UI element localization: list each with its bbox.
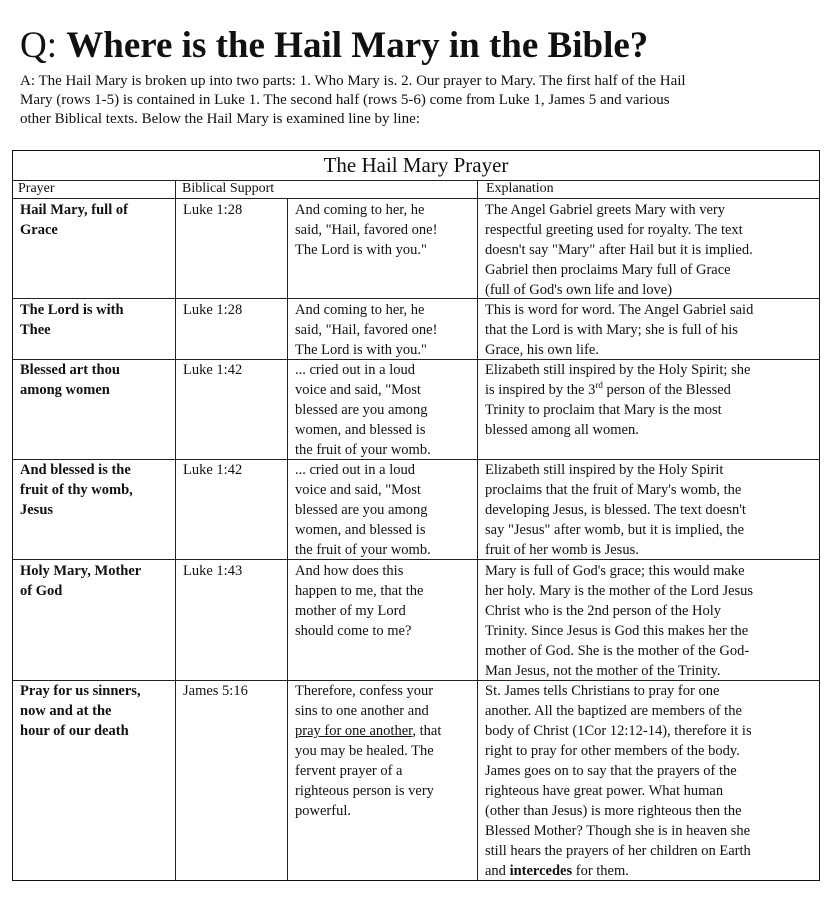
table-divider xyxy=(477,180,478,880)
explanation-line: still hears the prayers of her children on Earth xyxy=(485,843,751,859)
explanation-line: (full of God's own life and love) xyxy=(485,282,673,298)
table-border xyxy=(819,150,820,881)
explanation-line: Gabriel then proclaims Mary full of Grace xyxy=(485,262,731,278)
quote-line: And how does this xyxy=(295,563,404,579)
table-divider xyxy=(175,180,176,880)
explanation-line: The Angel Gabriel greets Mary with very xyxy=(485,202,725,218)
quote-line: The Lord is with you." xyxy=(295,242,427,258)
quote-line: happen to me, that the xyxy=(295,583,424,599)
table-row-prayer xyxy=(20,360,120,400)
table-row-prayer xyxy=(20,561,141,601)
quote-text: , that xyxy=(412,723,442,739)
explanation-line: that the Lord is with Mary; she is full of his xyxy=(485,322,738,338)
table-row-prayer xyxy=(20,300,124,340)
table-row-explanation xyxy=(485,360,750,440)
explanation-line: righteous have great power. What human xyxy=(485,783,724,799)
quote-line: said, "Hail, favored one! xyxy=(295,222,438,238)
explanation-line: Trinity. Since Jesus is God this makes her the xyxy=(485,623,749,639)
column-header-prayer: Prayer xyxy=(18,181,55,196)
explanation-line: right to pray for other members of the body. xyxy=(485,743,740,759)
quote-line: the fruit of your womb. xyxy=(295,542,431,558)
quote-line: ... cried out in a loud xyxy=(295,462,416,478)
table-row-quote xyxy=(295,300,437,360)
table-row-quote xyxy=(295,681,441,821)
table-row-explanation xyxy=(485,561,753,681)
explanation-line: Christ who is the 2nd person of the Holy xyxy=(485,603,722,619)
explanation-line: (other than Jesus) is more righteous then the xyxy=(485,803,742,819)
quote-line: the fruit of your womb. xyxy=(295,442,431,458)
intro-line: Mary (rows 1-5) is contained in Luke 1. The second half (rows 5-6) come from Luke 1, James 5 and various xyxy=(20,92,670,108)
explanation-line: This is word for word. The Angel Gabriel said xyxy=(485,302,754,318)
quote-line: Therefore, confess your xyxy=(295,683,434,699)
explanation-line: blessed among all women. xyxy=(485,422,639,438)
table-title: The Hail Mary Prayer xyxy=(323,153,509,177)
explanation-line: developing Jesus, is blessed. The text doesn't xyxy=(485,502,746,518)
quote-line: should come to me? xyxy=(295,623,412,639)
table-row-explanation xyxy=(485,200,753,300)
explanation-line: Elizabeth still inspired by the Holy Spirit; she xyxy=(485,362,751,378)
explanation-line: body of Christ (1Cor 12:12-14), therefore it is xyxy=(485,723,752,739)
quote-line: righteous person is very xyxy=(295,783,434,799)
quote-line: voice and said, "Most xyxy=(295,482,421,498)
table-row-explanation xyxy=(485,460,746,560)
prayer-line: The Lord is with xyxy=(20,302,124,318)
explanation-line: James goes on to say that the prayers of the xyxy=(485,763,737,779)
table-row-quote xyxy=(295,561,423,641)
explanation-line: respectful greeting used for royalty. The text xyxy=(485,222,743,238)
explanation-line: fruit of her womb is Jesus. xyxy=(485,542,639,558)
table-row-prayer xyxy=(20,460,133,520)
explanation-line: proclaims that the fruit of Mary's womb, the xyxy=(485,482,742,498)
quote-line: you may be healed. The xyxy=(295,743,434,759)
quote-line xyxy=(295,721,441,741)
explanation-line: doesn't say "Mary" after Hail but it is implied. xyxy=(485,242,753,258)
explanation-text: person of the Blessed xyxy=(602,382,731,398)
underlined-text: pray for one another xyxy=(295,723,413,739)
intro-line: A: The Hail Mary is broken up into two parts: 1. Who Mary is. 2. Our prayer to Mary. The first half of the Hail xyxy=(20,73,686,89)
prayer-line: hour of our death xyxy=(20,723,129,739)
prayer-line: Holy Mary, Mother xyxy=(20,563,142,579)
prayer-line: Thee xyxy=(20,322,51,338)
table-row-prayer xyxy=(20,681,141,741)
quote-line: mother of my Lord xyxy=(295,603,406,619)
prayer-line: Blessed art thou xyxy=(20,362,120,378)
prayer-line: Jesus xyxy=(20,502,54,518)
table-row-quote xyxy=(295,360,431,460)
table-row-ref: Luke 1:28 xyxy=(183,302,243,318)
bold-text: intercedes xyxy=(509,863,573,879)
explanation-line: another. All the baptized are members of the xyxy=(485,703,742,719)
table-divider xyxy=(287,198,288,880)
explanation-line xyxy=(485,380,750,400)
explanation-line xyxy=(485,861,752,881)
explanation-line: Elizabeth still inspired by the Holy Spirit xyxy=(485,462,724,478)
table-row-explanation xyxy=(485,300,753,360)
table-border xyxy=(12,150,13,881)
table-row-ref: Luke 1:28 xyxy=(183,202,243,218)
quote-line: blessed are you among xyxy=(295,402,428,418)
explanation-line: her holy. Mary is the mother of the Lord Jesus xyxy=(485,583,754,599)
table-row-ref: Luke 1:42 xyxy=(183,462,243,478)
explanation-line: St. James tells Christians to pray for one xyxy=(485,683,720,699)
explanation-line: Man Jesus, not the mother of the Trinity. xyxy=(485,663,721,679)
heading-q: Q: xyxy=(20,25,57,66)
quote-line: said, "Hail, favored one! xyxy=(295,322,438,338)
table-row-ref: Luke 1:42 xyxy=(183,362,243,378)
quote-line: women, and blessed is xyxy=(295,422,426,438)
table-row-explanation xyxy=(485,681,752,881)
explanation-line: Grace, his own life. xyxy=(485,342,599,358)
explanation-text: and xyxy=(485,863,510,879)
column-header-support: Biblical Support xyxy=(182,181,275,196)
prayer-line: fruit of thy womb, xyxy=(20,482,133,498)
table-divider xyxy=(12,180,820,181)
table-row-ref: James 5:16 xyxy=(183,683,248,699)
quote-line: sins to one another and xyxy=(295,703,429,719)
quote-line: powerful. xyxy=(295,803,351,819)
column-header-explanation: Explanation xyxy=(486,181,554,196)
table-row-prayer xyxy=(20,200,128,240)
quote-line: ... cried out in a loud xyxy=(295,362,416,378)
quote-line: fervent prayer of a xyxy=(295,763,403,779)
quote-line: The Lord is with you." xyxy=(295,342,427,358)
prayer-line: among women xyxy=(20,382,110,398)
heading-title: Where is the Hail Mary in the Bible? xyxy=(66,25,649,66)
explanation-text: is inspired by the 3 xyxy=(485,382,596,398)
table-row-quote xyxy=(295,460,431,560)
prayer-line: now and at the xyxy=(20,703,112,719)
quote-line: And coming to her, he xyxy=(295,202,425,218)
quote-line: women, and blessed is xyxy=(295,522,426,538)
prayer-line: And blessed is the xyxy=(20,462,131,478)
explanation-text: for them. xyxy=(572,863,629,879)
prayer-line: of God xyxy=(20,583,63,599)
table-row-quote xyxy=(295,200,437,260)
explanation-line: Blessed Mother? Though she is in heaven she xyxy=(485,823,751,839)
table-row-ref: Luke 1:43 xyxy=(183,563,243,579)
prayer-line: Pray for us sinners, xyxy=(20,683,141,699)
quote-line: blessed are you among xyxy=(295,502,428,518)
explanation-line: mother of God. She is the mother of the God- xyxy=(485,643,750,659)
intro-line: other Biblical texts. Below the Hail Mary is examined line by line: xyxy=(20,111,420,127)
explanation-line: Trinity to proclaim that Mary is the most xyxy=(485,402,722,418)
explanation-line: say "Jesus" after womb, but it is implied, the xyxy=(485,522,745,538)
prayer-line: Grace xyxy=(20,222,58,238)
prayer-line: Hail Mary, full of xyxy=(20,202,128,218)
quote-line: voice and said, "Most xyxy=(295,382,421,398)
table-divider xyxy=(12,198,820,199)
explanation-line: Mary is full of God's grace; this would make xyxy=(485,563,745,579)
ordinal-superscript: rd xyxy=(595,380,603,390)
quote-line: And coming to her, he xyxy=(295,302,425,318)
